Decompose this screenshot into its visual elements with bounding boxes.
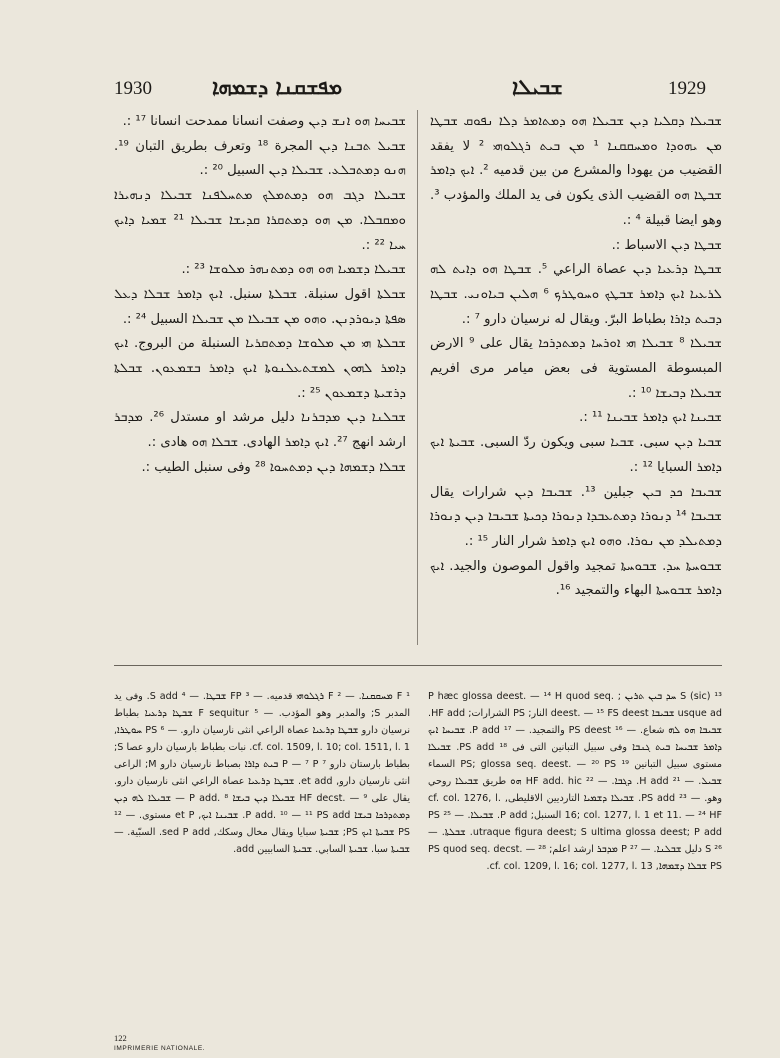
entry: ܫܒܝܒܐ ܟܕ ܒܝܢ جبلين ¹³. ܫܒܝܒܐ ܕܝܢ شرارات يقال ܫܒܝܒܐ ¹⁴ ܕܢܘܪܐ ܕܡܬܥܒܕܐ ܕܢܘܪܐ ܕܟܝܬܐ ܫܒܝܒܐ ܕܝܢ ܕܢܘܪܐ ܕܡܬܝܠܕ ܡܢ ܢܘܪܐ. ܘܗܘ ܐܝܟ ܕܐܡܪ شرار النار ¹⁵ :. xyxy=(430,484,722,549)
entry: ܫܒܠܬܐ ܗܝ ܡܢ ܡܠܘܫܐ ܕܡܬܩܪܝܐ السنبلة من البروج. ܐܝܟ ܕܐܡܪ ܠܗܘܢ ܠܡܫܬܥܠܢܘܬܐ ܐܝܟ ܕܐܡܪ ܒܫܡܥܘܢ. ܫܒܠܬܐ ܕܪܫܝܬܐ ܕܫܡܥܘܢ ²⁵ :. xyxy=(114,336,406,401)
footnote-separator xyxy=(114,665,722,666)
signature-mark: 122 xyxy=(114,1033,127,1043)
entry: ܫܒܝܠܐ ⁸ ܫܒܝܠܐ ܗܝ ܐܘܪܚܐ ܕܡܬܕܪܟܐ يقال على ⁹ الارض المبسوطة المستوية فى بعض ميامر مرى افريم ܫܒܝܠܐ ܕܒܝܫܐ ¹⁰ :. xyxy=(430,336,722,401)
entry: ܫܒܝܠ ܬܒܢܐ ܕܝܢ المجرة ¹⁸ وتعرف بطريق التبان ¹⁹. ܗܢܘ ܕܡܬܒܠܥ. ܫܒܝܠܐ ܕܝܢ السبيل ²⁰ :. xyxy=(114,138,406,179)
footnotes-left xyxy=(114,688,410,858)
entry: ܫܒܝܠܐ ܕܓܒ ܗܘ ܕܡܬܡܠܟ ܡܬܚܠܦܢܐ ܫܒܝܠܐ ܕܢܗܝܪܐ ܘܡܩܒܠܐ. ܡܢ ܗܘ ܕܡܬܩܪܐ ܩܕܝܫܐ ܫܒܝܠܐ ²¹ ܫܡܝܐ ܕܐܝܟ ܚܝܐ ²² :. xyxy=(114,188,407,253)
left-column-text xyxy=(114,110,406,481)
entry: ܫܒܛܐ ܕܝܢ الاسباط :. xyxy=(611,237,722,253)
entry: ܫܒܝܠܐ ܕܫܡܝܐ ܗܘ ܗܘ ܕܡܬܢܗܪ ܡܠܘܫܐ ²³ :. xyxy=(181,262,406,278)
entry: ܫܒܠܢܐ ܕܝܢ ܡܕܒܪܢܐ دليل مرشد او مستدل ²⁶. ܡܕܒܪ ارشد انهج ²⁷. ܐܝܟ ܕܐܡܪ الهادى. ܫܒܠܐ ܗܘ هادى :. xyxy=(114,410,406,451)
footnote-block: ¹ F ܡܚܩܩܢܐ. — ² F ܪܓܠܘܗܝ قدميه. — ³ FP ܫܒܛܐ. — ⁴ S add. وفى يد المدبر S; والمدبر وهو المؤدب. — ⁵ F sequitur ܫܒܛܐ ܕܪܥܝܐ بطباط نرسيان دارو ܫܒܛܐ ܕܪܥܝܐ عصاة الراعي انثى نارسيان دارو. — ⁶ PS ܚܘܛܪܐ, cf. col. 1509, l. 10; col. 1511, l. 1. نبات بطباط بارسيان دارو عصا S; بطباط بارستان دارو ⁷ P — ⁷ P ܒܝܬ ܕܐܪܐ بصباط نارسيان دارو M; الراعى انثى نارسيان دارو, et add. ܫܒܛܐ ܕܪܥܝܐ عصاة الراعي انثى نارسيان دارو. يقال على HF decst. — ⁹ ܫܒܝܠܐ ܕܝܢ ܒܝܫܐ P add. ⁸ — ܫܒܝܠܐ ܠܗ ܕܝܢ ܕܡܬܕܪܟܐ ܒܝܫܐ P add. ¹⁰ — ¹¹ PS add. ܫܒܝܢܐ ܐܝܟ, et P مستوى. — ¹² PS ܫܒܝܬܐ ܐܝܟ PS; ܫܒܝܬܐ سبايا ويقال مخال وسكك, sed P add. السبّية. — ܫܒܝܬܐ سبا. ܫܒܝܬܐ السابي. ܫܒܝܬܐ السابيين add. xyxy=(114,691,411,855)
footnotes-right xyxy=(428,688,722,875)
entry: ܫܒܝܚܐ ܗܘ ܐܢܫ ܕܝܢ وصفت انسانا ممدحت انسانا ¹⁷ :. xyxy=(122,114,406,129)
entry: ܫܒܝܢܐ ܐܝܟ ܕܐܡܪ ܫܒܝܢܐ ¹¹ :. xyxy=(579,410,722,426)
entry: ܫܒܠܐ ܕܫܡܗܐ ܕܝܢ ܕܡܬܚܘܐ ²⁸ وفى سنبل الطيب :. xyxy=(141,459,406,475)
entry: ܫܒܝܠܐ ܕܩܠܝܐ ܕܝܢ ܫܒܝܠܐ ܗܘ ܕܡܬܐܡܪ ܕܠܐ ܢܦܘܩ ܫܒܛܐ ܡܢ ܝܗܘܕܐ ܘܡܚܩܩܢܐ ¹ ܡܢ ܒܝܬ ܪܓܠܘܗܝ ² لا يفقد القضيب من يهودا والمشرع من بين قدميه ². ܐܝܟ ܕܐܡܪ ܫܒܛܐ ܗܘ القضيب الذى يكون فى يد الملك والمؤدب ³. وهو ايضا قبيلة ⁴ :. xyxy=(430,114,722,228)
right-column-text xyxy=(430,110,722,604)
entry: ܫܒܠܬܐ اقول سنبلة. ܫܒܠܬܐ سنبل. ܐܝܟ ܕܐܡܪ ܫܒܠܐ ܕܥܠ ܣܦܬܐ ܕܝܘܪܕܢܢ. ܘܗܘ ܡܢ ܫܒܝܠܐ ܡܢ ܫܒܝܠܐ السبيل ²⁴ :. xyxy=(114,286,406,327)
entry: ܫܒܛܐ ܕܪܥܝܐ ܕܝܢ عصاة الراعي ⁵. ܫܒܛܐ ܗܘ ܕܐܝܬ ܠܗ ܠܪܥܝܐ ܐܝܟ ܕܐܡܪ ܫܒܛܟ ܘܚܘܛܪܟ ⁶ ܗܠܝܢ ܒܝܐܘܢܝ. ܫܒܛܐ ܕܒܝܬ ܕܐܪܐ بطباط البرّ. ويقال له نرسيان دارو ⁷ :. xyxy=(430,262,722,327)
left-column-number: 1930 xyxy=(114,78,152,99)
right-column-number: 1929 xyxy=(668,78,706,99)
printer-imprint: IMPRIMERIE NATIONALE. xyxy=(114,1045,206,1052)
left-running-head: ܡܦܫܩܢܐ ܕܫܡܗܐ xyxy=(212,74,343,99)
column-divider xyxy=(417,110,418,645)
right-running-head: ܫܒܝܠܐ xyxy=(512,74,563,99)
entry: ܫܒܝܐ ܕܝܢ سبى. ܫܒܝܐ سبى ويكون ردّ السبى. ܫܒܝܬܐ ܐܝܟ ܕܐܡܪ السبايا ¹² :. xyxy=(430,435,722,475)
entry: ܫܒܘܚܬܐ ܚܕ. ܫܒܘܚܬܐ تمجيد واقول الموصون والجيد. ܐܝܟ ܕܐܡܪ ܫܒܘܚܬܐ البهاء والتمجيد ¹⁶. xyxy=(430,558,722,599)
footnote-block: ¹³ S (sic) ܚܕ ܒܝܢ ܬܪܝܢ ; P hæc glossa deest. — ¹⁴ H quod seq. usque ad ܫܒܝܒܐ deest. — ¹⁵ FS deest النار; PS الشرارات; HF add. ܫܒܝܒܐ ܗܘ ܠܗ شعاع. — ¹⁶ PS deest والتمجيد. — ¹⁷ P add. ܫܒܝܚܐ ܐܝܟ ܕܐܡܪ ܫܒܝܚܐ ܒܝܬ ܓܢܒܐ وفى سبيل التبانين التى فى ¹⁸ PS add. ܫܒܝܠܐ مستوى سبيل التبانين ¹⁹ PS; glossa seq. deest. — ²⁰ PS السماء ܫܒܝܠ. — ²¹ H add. ܕܓܒܐ. — ²² HF add. hic ܗܘ طريق ܫܒܝܠܐ روحي وهو. — ²³ PS add. ܫܒܝܠܐ ܕܫܡܝܐ التارديين الاقليطى, cf. col. 1276, l. 16; col. 1277, l. 1 et 11. — ²⁴ HF السنبل; P add. ܫܒܝܠܐ. — ²⁵ PS utraque figura deest; S ultima glossa deest; P add. ܫܒܠܬܐ. — ²⁶ S دليل ܫܒܠܢܐ. — ²⁷ P ܡܕܒܪ ارشد اعلم; PS quod seq. decst. — ²⁸ PS ܫܒܠܐ ܕܫܡܗܐ, cf. col. 1209, l. 16; col. 1277, l. 13. xyxy=(428,691,723,872)
